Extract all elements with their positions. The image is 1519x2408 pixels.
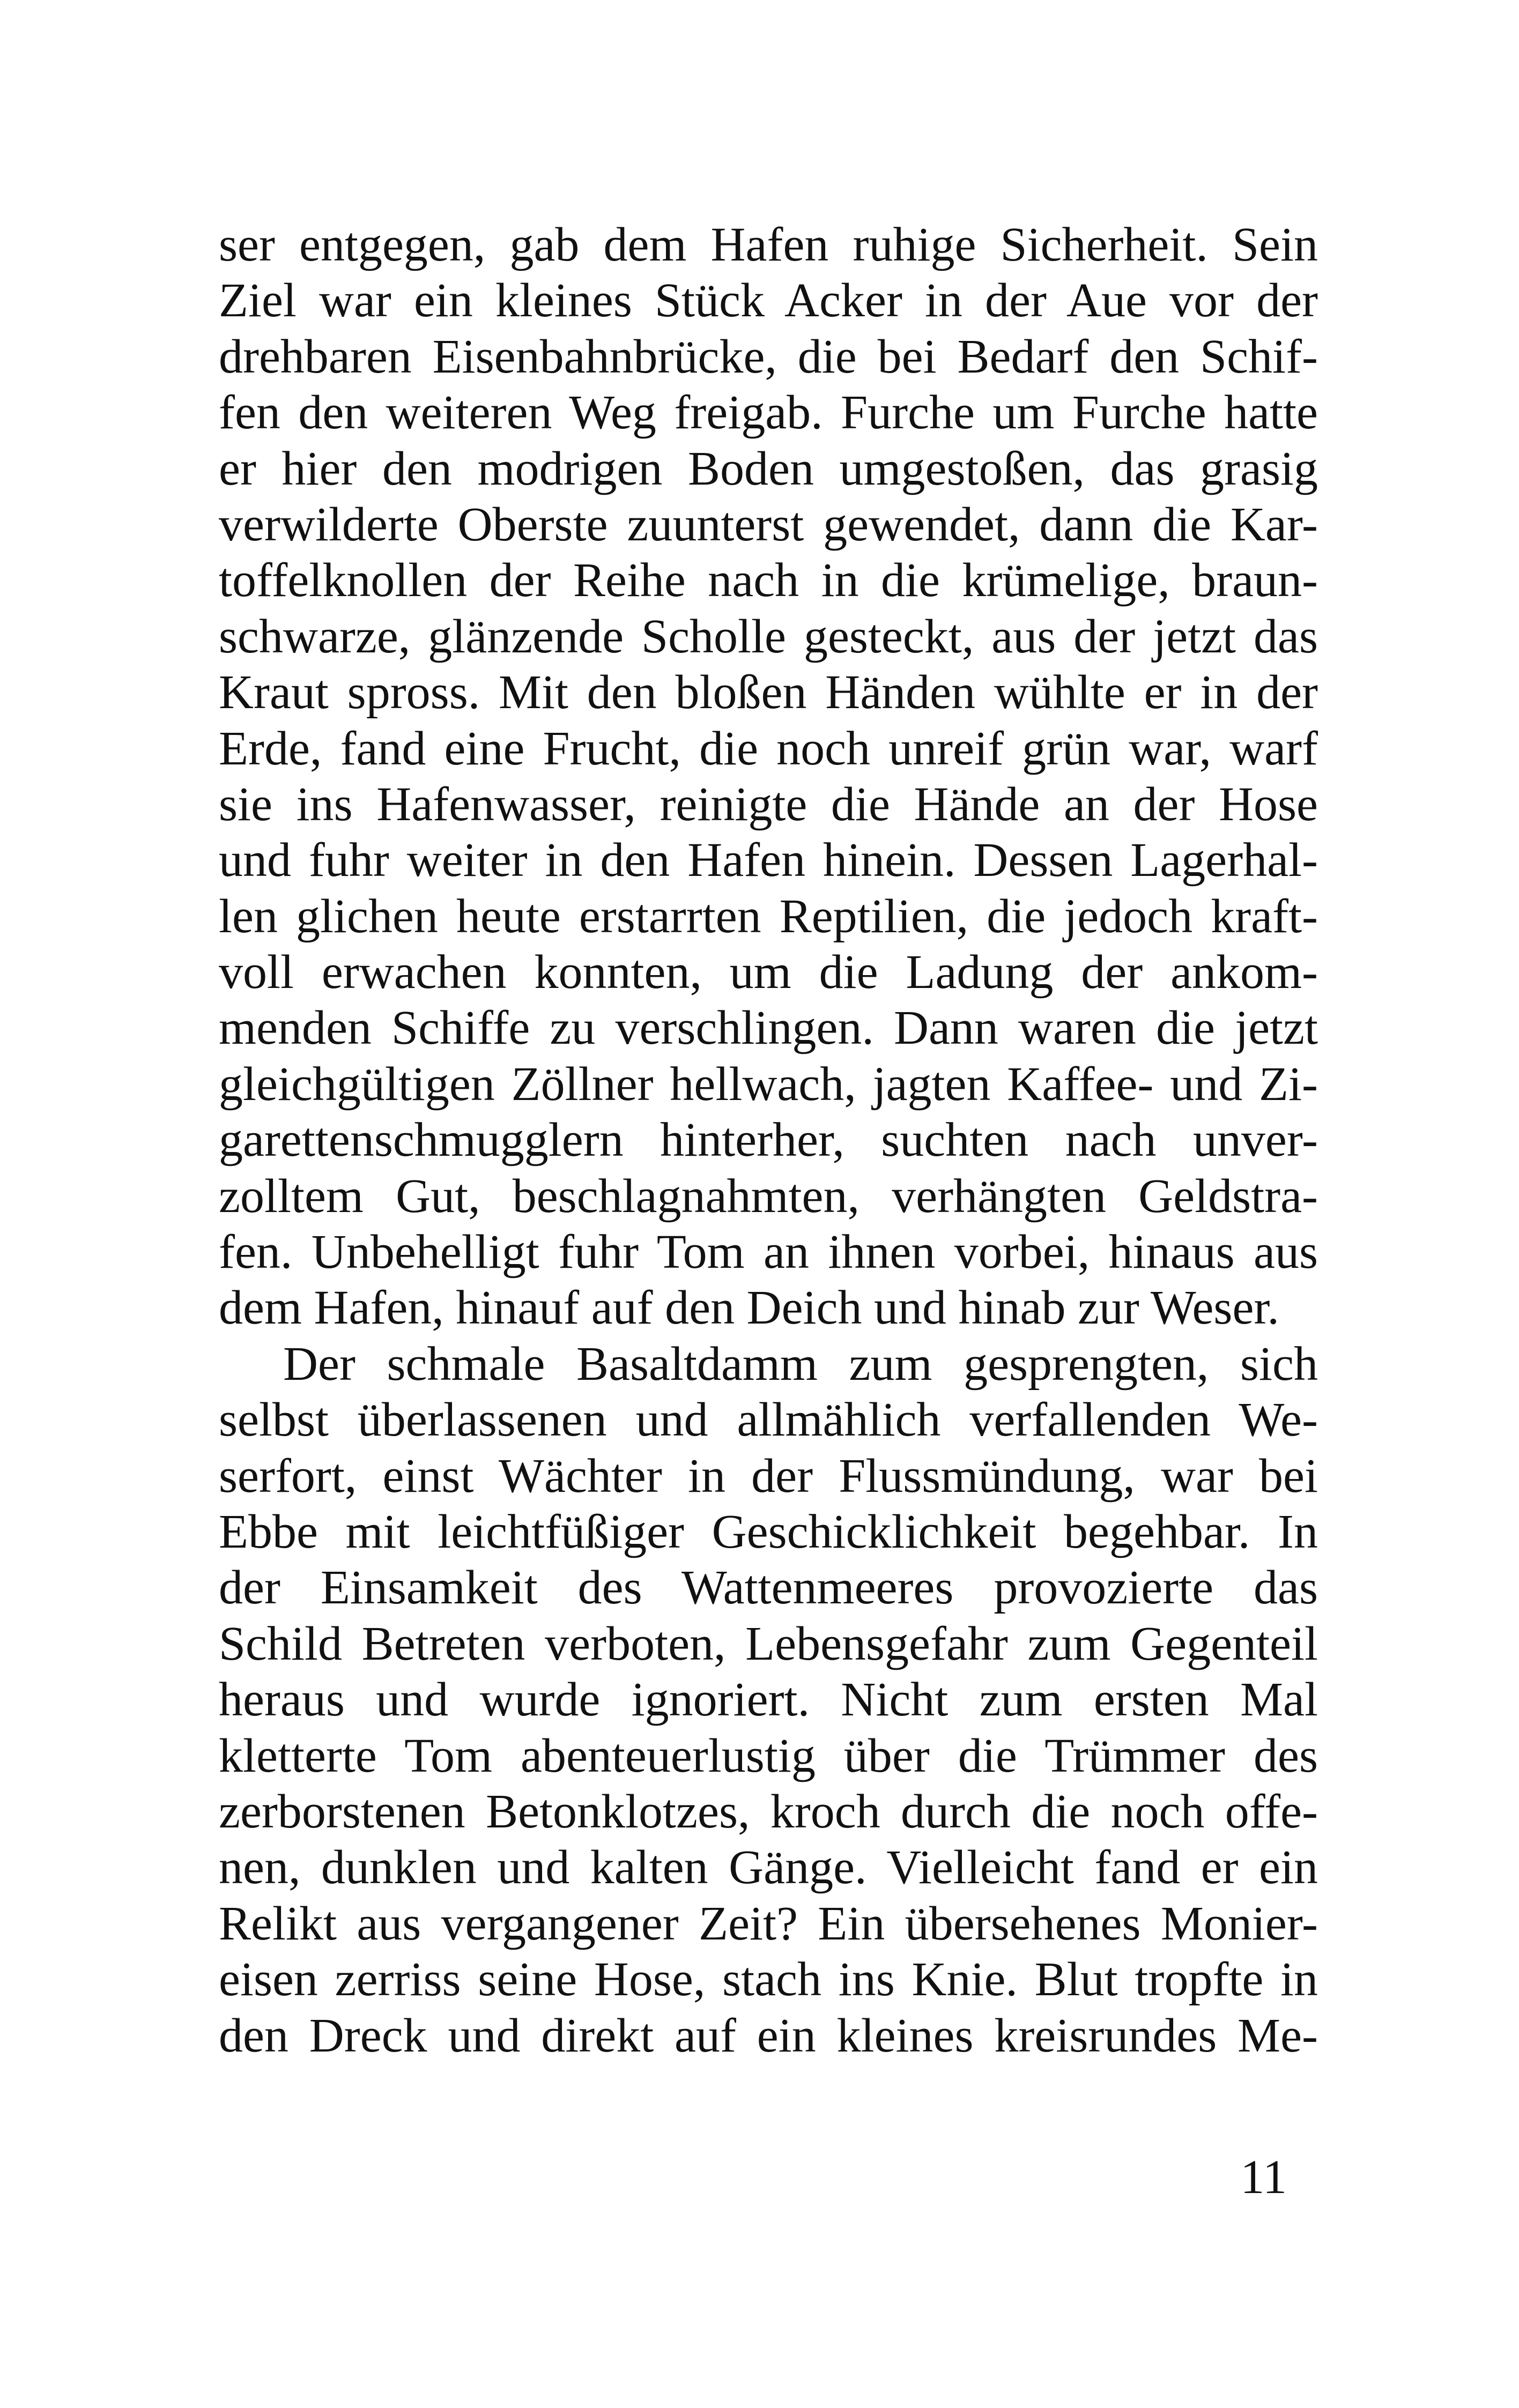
text-line: eisen zerriss seine Hose, stach ins Knie. Blut tropfte in [219,1953,1318,2006]
text-line: Kraut spross. Mit den bloßen Händen wühlte er in der [219,666,1318,719]
text-line: Schild Betreten verboten, Lebensgefahr zum Gegenteil [219,1617,1318,1670]
text-line: und fuhr weiter in den Hafen hinein. Dessen Lagerhal- [219,834,1318,887]
text-line: len glichen heute erstarrten Reptilien, die jedoch kraft- [219,889,1318,943]
text-line: Der schmale Basaltdamm zum gesprengten, sich [283,1337,1318,1391]
text-line: Ziel war ein kleines Stück Acker in der Aue vor der [219,274,1318,328]
text-line: heraus und wurde ignoriert. Nicht zum ersten Mal [219,1673,1318,1727]
text-line: zolltem Gut, beschlagnahmten, verhängten Geldstra- [219,1169,1318,1223]
text-line: nen, dunklen und kalten Gänge. Vielleicht fand er ein [219,1841,1318,1894]
text-line: den Dreck und direkt auf ein kleines kreisrundes Me- [219,2009,1318,2062]
text-line: Relikt aus vergangener Zeit? Ein übersehenes Monier- [219,1897,1318,1950]
text-line: fen den weiteren Weg freigab. Furche um Furche hatte [219,386,1318,440]
text-line: sie ins Hafenwasser, reinigte die Hände an der Hose [219,777,1318,831]
text-line: voll erwachen konnten, um die Ladung der ankom- [219,946,1318,999]
text-line: dem Hafen, hinauf auf den Deich und hinab zur Weser. [219,1281,1279,1335]
text-line: gleichgültigen Zöllner hellwach, jagten Kaffee- und Zi- [219,1057,1318,1111]
text-line: selbst überlassenen und allmählich verfallenden We- [219,1393,1318,1447]
text-line: serfort, einst Wächter in der Flussmündung, war bei [219,1449,1318,1503]
text-line: verwilderte Oberste zuunterst gewendet, dann die Kar- [219,497,1318,551]
text-line: Erde, fand eine Frucht, die noch unreif grün war, warf [219,722,1318,775]
text-line: er hier den modrigen Boden umgestoßen, das grasig [219,442,1318,495]
text-line: toffelknollen der Reihe nach in die krümelige, braun- [219,554,1318,607]
text-line: menden Schiffe zu verschlingen. Dann waren die jetzt [219,1001,1318,1055]
page-number: 11 [1240,2151,1287,2204]
text-line: garettenschmugglern hinterher, suchten nach unver- [219,1113,1318,1167]
text-line: kletterte Tom abenteuerlustig über die Trümmer des [219,1729,1318,1782]
body-text [219,217,1318,2064]
text-line: fen. Unbehelligt fuhr Tom an ihnen vorbei, hinaus aus [219,1225,1318,1279]
text-line: ser entgegen, gab dem Hafen ruhige Sicherheit. Sein [219,218,1318,271]
text-line: Ebbe mit leichtfüßiger Geschicklichkeit begehbar. In [219,1505,1318,1558]
text-line: drehbaren Eisenbahnbrücke, die bei Bedarf den Schif- [219,330,1318,383]
text-line: zerborstenen Betonklotzes, kroch durch die noch offe- [219,1785,1318,1838]
text-line: der Einsamkeit des Wattenmeeres provozierte das [219,1561,1318,1615]
text-line: schwarze, glänzende Scholle gesteckt, aus der jetzt das [219,610,1318,663]
